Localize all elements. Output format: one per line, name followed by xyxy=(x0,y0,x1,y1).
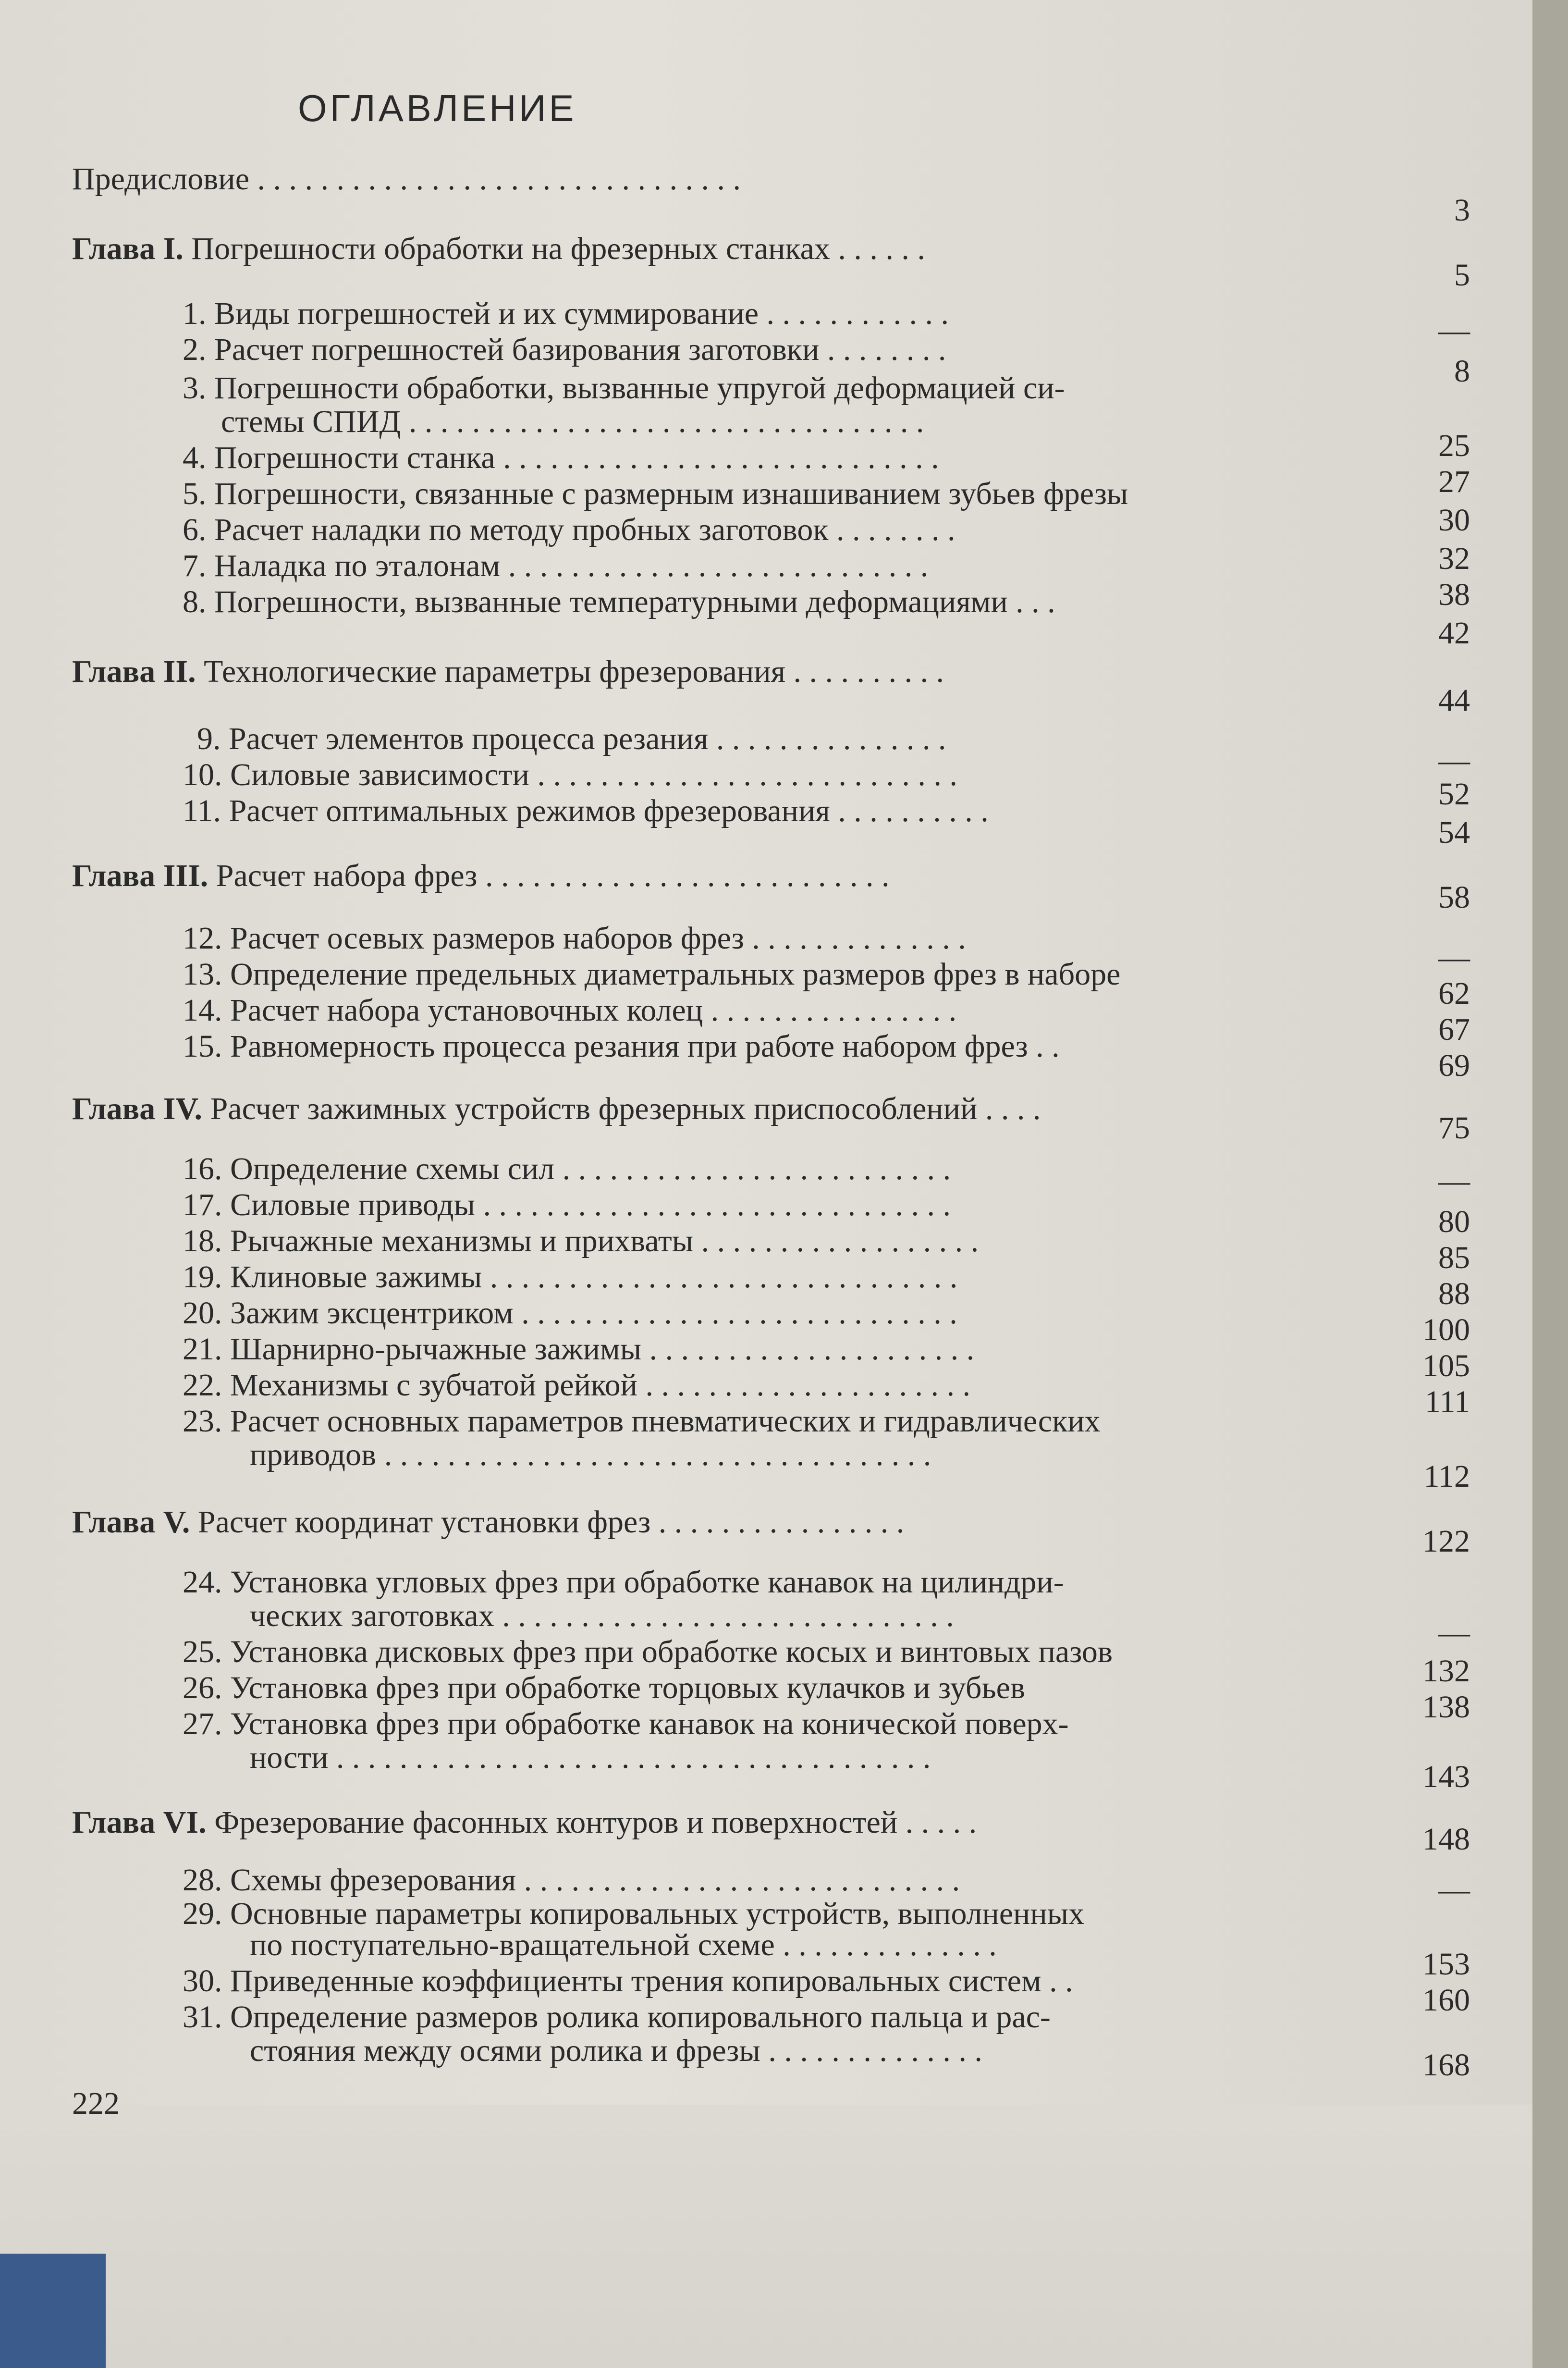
toc-entry: 27. Установка фрез при обработке канавок на конической поверх- xyxy=(183,1706,1069,1741)
chapter-1 xyxy=(72,231,925,267)
chapter-title: Фрезерование фасонных контуров и поверхностей . . . . . xyxy=(214,1805,977,1840)
toc-entry-cont: ности . . . . . . . . . . . . . . . . . . . . . . . . . . . . . . . . . . . . . . xyxy=(250,1740,931,1775)
toc-entry: 12. Расчет осевых размеров наборов фрез . . . . . . . . . . . . . . xyxy=(183,921,966,956)
page-number: 222 xyxy=(72,2086,120,2121)
toc-entry: 26. Установка фрез при обработке торцовых кулачков и зубьев xyxy=(183,1670,1026,1705)
toc-entry: 22. Механизмы с зубчатой рейкой . . . . . . . . . . . . . . . . . . . . . xyxy=(183,1368,970,1403)
chapter-page: 44 xyxy=(1438,683,1470,718)
toc-entry: 19. Клиновые зажимы . . . . . . . . . . . . . . . . . . . . . . . . . . . . . . xyxy=(183,1259,958,1295)
toc-entry: 1. Виды погрешностей и их суммирование . . . . . . . . . . . . xyxy=(183,296,949,331)
toc-entry: 10. Силовые зависимости . . . . . . . . . . . . . . . . . . . . . . . . . . . xyxy=(183,757,957,792)
chapter-4 xyxy=(72,1091,1041,1127)
toc-entry-cont: стемы СПИД . . . . . . . . . . . . . . . . . . . . . . . . . . . . . . . . . xyxy=(221,404,924,439)
toc-entry: 29. Основные параметры копировальных устройств, выполненных xyxy=(183,1896,1085,1931)
entry-page: 30 xyxy=(1438,503,1470,538)
chapter-title: Технологические параметры фрезерования . . . . . . . . . . xyxy=(204,654,944,689)
toc-entry: 8. Погрешности, вызванные температурными деформациями . . . xyxy=(183,584,1055,619)
toc-entry: 18. Рычажные механизмы и прихваты . . . . . . . . . . . . . . . . . . xyxy=(183,1223,979,1258)
toc-entry-cont: приводов . . . . . . . . . . . . . . . . . . . . . . . . . . . . . . . . . . . xyxy=(250,1437,931,1472)
toc-entry: 16. Определение схемы сил . . . . . . . . . . . . . . . . . . . . . . . . . xyxy=(183,1151,951,1186)
entry-page: 69 xyxy=(1438,1048,1470,1083)
chapter-label: Глава VI. xyxy=(72,1805,207,1840)
chapter-page: 148 xyxy=(1422,1822,1470,1857)
entry-page: 112 xyxy=(1423,1459,1470,1494)
entry-page: 67 xyxy=(1438,1012,1470,1047)
preface-page: 3 xyxy=(1454,193,1470,228)
toc-entry: 30. Приведенные коэффициенты трения копировальных систем . . xyxy=(183,1963,1073,1998)
toc-entry: 31. Определение размеров ролика копировального пальца и рас- xyxy=(183,1999,1051,2035)
toc-entry: 21. Шарнирно-рычажные зажимы . . . . . . . . . . . . . . . . . . . . . xyxy=(183,1332,975,1367)
entry-page: 143 xyxy=(1422,1759,1470,1794)
toc-entry: 6. Расчет наладки по методу пробных заготовок . . . . . . . . xyxy=(183,512,956,547)
entry-page: 27 xyxy=(1438,464,1470,499)
preface-text: Предисловие . . . . . . . . . . . . . . . . . . . . . . . . . . . . . . . xyxy=(72,161,741,197)
chapter-title: Расчет зажимных устройств фрезерных приспособлений . . . . xyxy=(210,1091,1041,1126)
entry-page: 138 xyxy=(1422,1690,1470,1725)
chapter-3 xyxy=(72,858,890,894)
chapter-label: Глава IV. xyxy=(72,1091,203,1126)
entry-page: — xyxy=(1438,1872,1470,1907)
toc-entry: 23. Расчет основных параметров пневматических и гидравлических xyxy=(183,1404,1101,1439)
entry-page: 54 xyxy=(1438,815,1470,850)
entry-page: 42 xyxy=(1438,616,1470,651)
toc-entry: 14. Расчет набора установочных колец . . . . . . . . . . . . . . . . xyxy=(183,993,957,1028)
toc-entry: 17. Силовые приводы . . . . . . . . . . . . . . . . . . . . . . . . . . . . . . xyxy=(183,1187,951,1222)
entry-page: 80 xyxy=(1438,1204,1470,1239)
entry-page: — xyxy=(1438,313,1470,348)
chapter-page: 122 xyxy=(1422,1524,1470,1559)
entry-page: 8 xyxy=(1454,354,1470,389)
entry-page: 38 xyxy=(1438,577,1470,612)
toc-entry: 11. Расчет оптимальных режимов фрезерования . . . . . . . . . . xyxy=(183,793,989,828)
chapter-title: Расчет набора фрез . . . . . . . . . . . . . . . . . . . . . . . . . . xyxy=(216,858,890,893)
entry-page: 153 xyxy=(1422,1947,1470,1982)
toc-entry: 24. Установка угловых фрез при обработке канавок на цилиндри- xyxy=(183,1565,1064,1600)
toc-entry-cont: стояния между осями ролика и фрезы . . . . . . . . . . . . . . xyxy=(250,2033,982,2068)
toc-entry-cont: по поступательно-вращательной схеме . . . . . . . . . . . . . . xyxy=(250,1927,997,1962)
entry-page: 132 xyxy=(1422,1653,1470,1689)
page-bottom xyxy=(0,2105,1532,2368)
toc-entry: 20. Зажим эксцентриком . . . . . . . . . . . . . . . . . . . . . . . . . . . . xyxy=(183,1295,957,1331)
entry-page: — xyxy=(1438,1615,1470,1650)
toc-entry: 7. Наладка по эталонам . . . . . . . . . . . . . . . . . . . . . . . . . . . xyxy=(183,548,929,583)
toc-entry: 15. Равномерность процесса резания при работе набором фрез . . xyxy=(183,1029,1060,1064)
chapter-6 xyxy=(72,1804,977,1841)
chapter-label: Глава I. xyxy=(72,231,184,266)
chapter-2 xyxy=(72,654,944,690)
entry-page: 105 xyxy=(1422,1348,1470,1383)
toc-entry-cont: ческих заготовках . . . . . . . . . . . . . . . . . . . . . . . . . . . . . xyxy=(250,1598,954,1633)
toc-entry: 9. Расчет элементов процесса резания . . . . . . . . . . . . . . . xyxy=(197,721,946,756)
toc-entry: 13. Определение предельных диаметральных размеров фрез в наборе xyxy=(183,957,1121,992)
entry-page: 32 xyxy=(1438,541,1470,576)
entry-page: 25 xyxy=(1438,428,1470,463)
chapter-page: 58 xyxy=(1438,880,1470,915)
entry-page: — xyxy=(1438,1163,1470,1198)
toc-entry: 3. Погрешности обработки, вызванные упругой деформацией си- xyxy=(183,370,1065,406)
toc-entry: 2. Расчет погрешностей базирования заготовки . . . . . . . . xyxy=(183,332,946,367)
entry-page: 52 xyxy=(1438,777,1470,812)
entry-page: 85 xyxy=(1438,1240,1470,1275)
page-edge xyxy=(1532,0,1568,2368)
entry-page: 111 xyxy=(1424,1384,1470,1419)
entry-page: — xyxy=(1438,743,1470,778)
entry-page: 160 xyxy=(1422,1983,1470,2018)
chapter-5 xyxy=(72,1504,904,1541)
chapter-title: Погрешности обработки на фрезерных станках . . . . . . xyxy=(191,231,925,266)
chapter-page: 75 xyxy=(1438,1110,1470,1146)
toc-title: ОГЛАВЛЕНИЕ xyxy=(298,87,577,129)
chapter-title: Расчет координат установки фрез . . . . . . . . . . . . . . . . xyxy=(197,1505,905,1540)
toc-entry: 25. Установка дисковых фрез при обработке косых и винтовых пазов xyxy=(183,1634,1113,1669)
book-cover-strip xyxy=(0,2254,106,2368)
chapter-label: Глава III. xyxy=(72,858,208,893)
toc-entry: 5. Погрешности, связанные с размерным изнашиванием зубьев фрезы xyxy=(183,476,1128,511)
entry-page: 168 xyxy=(1422,2047,1470,2083)
chapter-label: Глава II. xyxy=(72,654,196,689)
toc-entry: 28. Схемы фрезерования . . . . . . . . . . . . . . . . . . . . . . . . . . . . xyxy=(183,1862,960,1898)
entry-page: 62 xyxy=(1438,976,1470,1011)
chapter-label: Глава V. xyxy=(72,1505,190,1540)
entry-page: — xyxy=(1438,940,1470,975)
entry-page: 88 xyxy=(1438,1276,1470,1311)
entry-page: 100 xyxy=(1422,1312,1470,1347)
preface-entry xyxy=(72,161,741,197)
chapter-page: 5 xyxy=(1454,258,1470,293)
toc-entry: 4. Погрешности станка . . . . . . . . . . . . . . . . . . . . . . . . . . . . xyxy=(183,440,939,475)
